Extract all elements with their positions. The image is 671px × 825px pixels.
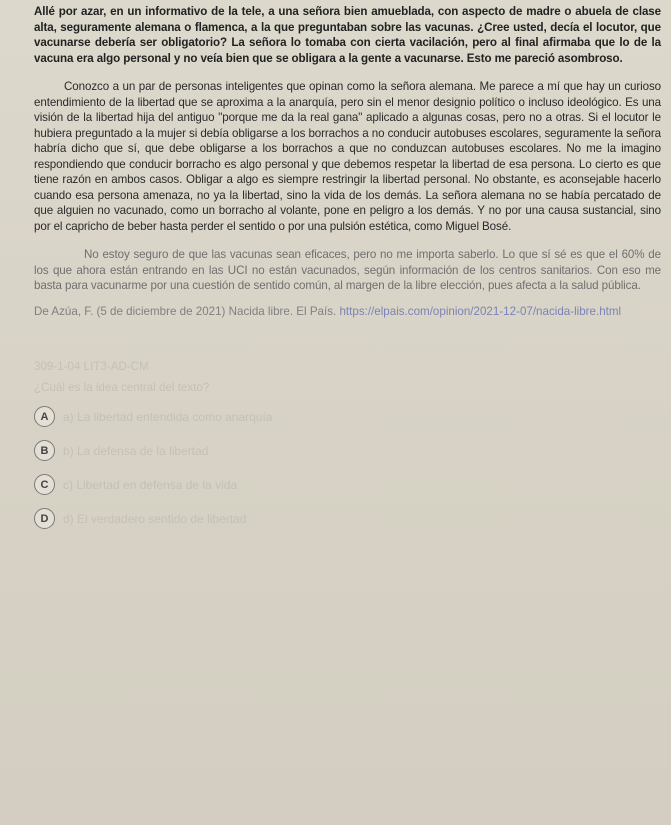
paragraph-1: Allé por azar, en un informativo de la tele, a una señora bien amueblada, con aspecto de madre o abuela de clase alta, seguramente alemana o flamenca, a la que preguntaban sobre las vacunas. ¿Cree usted, decía el locutor, que vacunarse debería ser obligatorio? La señora lo tomaba con cierta vacilación, pero al final afirmaba que lo de la vacuna era algo personal y no veía bien que se obligara a la gente a vacunarse. Esto me pareció asombroso. bbox=[34, 5, 661, 65]
option-d-letter: D bbox=[34, 508, 55, 529]
reference-link[interactable]: https://elpais.com/opinion/2021-12-07/nacida-libre.html bbox=[339, 304, 622, 318]
question-code: 309-1-04 LIT3-AD-CM bbox=[34, 359, 149, 373]
option-c-letter: C bbox=[34, 474, 55, 495]
answer-options bbox=[34, 406, 661, 530]
option-b-letter: B bbox=[34, 440, 55, 461]
reference-text: De Azúa, F. (5 de diciembre de 2021) Nacida libre. El País. bbox=[34, 304, 337, 318]
option-a[interactable] bbox=[34, 406, 661, 428]
option-c[interactable] bbox=[34, 474, 661, 496]
option-b-text: b) La defensa de la libertad bbox=[63, 443, 209, 458]
reference bbox=[34, 304, 661, 320]
option-b[interactable] bbox=[34, 440, 661, 462]
option-a-letter: A bbox=[34, 406, 55, 427]
paragraph-2: Conozco a un par de personas inteligentes que opinan como la señora alemana. Me parece a mí que hay un curioso entendimiento de la libertad que se aproxima a la anarquía, pero sin el menor designio político o incluso ideológico. Es una visión de la libertad hija del antiguo "porque me da la real gana" aplicado a algunas cosas, pero no a otras. Si el locutor le hubiera preguntado a la mujer si debía obligarse a los borrachos a no conducir autobuses escolares, seguramente la señora habría dicho que sí, que debe obligarse a los borrachos a que no conduzcan autobuses escolares. No me la imagino respondiendo que conducir borracho es algo personal y que debemos respetar la libertad de esa persona. Lo cierto es que tiene razón en ambos casos. Obligar a algo es siempre restringir la libertad personal. No obstante, es aconsejable hacerlo cuando esa persona amenaza, no ya la libertad, sino la vida de los demás. La señora alemana no se había percatado de que alguien no vacunado, como un borracho al volante, pone en peligro a los demás. Y no por una causa sustancial, sino por el capricho de beber hasta perder el sentido o por una pulsión estética, como Miguel Bosé. bbox=[34, 80, 661, 233]
option-c-text: c) Libertad en defensa de la vida bbox=[63, 477, 238, 492]
paragraph-3: No estoy seguro de que las vacunas sean eficaces, pero no me importa saberlo. Lo que sí sé es que el 60% de los que ahora están entrando en las UCI no están vacunados, según información de los centros sanitarios. Con eso me basta para vacunarme por una cuestión de sentido común, al margen de la libre elección, pues afecta a la salud pública. bbox=[34, 248, 661, 292]
option-a-text: a) La libertad entendida como anarquía bbox=[63, 409, 273, 424]
option-d[interactable] bbox=[34, 508, 661, 530]
option-d-text: d) El verdadero sentido de libertad bbox=[63, 511, 247, 526]
question-text: ¿Cuál es la idea central del texto? bbox=[34, 380, 210, 394]
